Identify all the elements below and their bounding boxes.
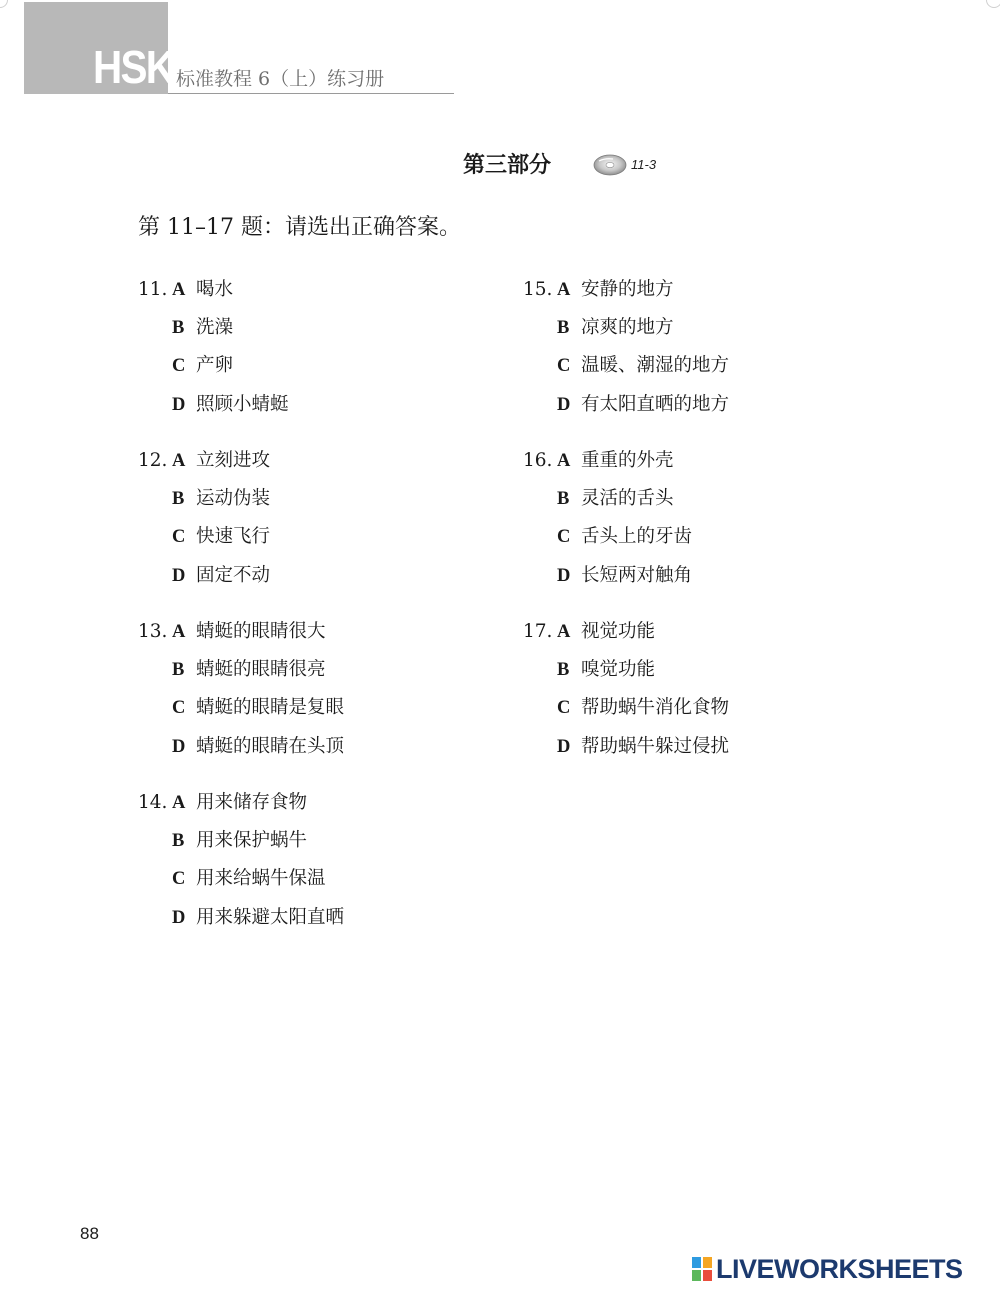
option-letter: C	[172, 356, 186, 377]
option-row[interactable]	[138, 660, 498, 698]
option-letter: B	[172, 318, 185, 339]
brand-name: LIVEWORKSHEETS	[716, 1254, 963, 1284]
option-letter: B	[557, 489, 570, 510]
option-text: 蜻蜓的眼睛很亮	[196, 659, 326, 681]
option-letter: B	[172, 831, 185, 852]
option-row[interactable]	[138, 318, 498, 356]
option-letter: A	[172, 622, 186, 642]
question-number: 12.	[138, 450, 168, 471]
option-text: 运动伪装	[196, 488, 271, 510]
cd-icon[interactable]	[593, 154, 627, 176]
question-15	[523, 280, 883, 433]
option-text: 长短两对触角	[581, 564, 693, 586]
option-letter: D	[172, 565, 186, 586]
option-text: 照顾小蜻蜓	[196, 393, 289, 415]
option-text: 帮助蜗牛消化食物	[581, 697, 730, 719]
option-letter: D	[557, 565, 571, 586]
option-letter: A	[172, 793, 186, 813]
option-row[interactable]	[138, 869, 498, 907]
option-row[interactable]	[138, 489, 498, 527]
header-rule	[168, 93, 454, 94]
option-letter: D	[172, 736, 186, 757]
option-row[interactable]	[138, 451, 498, 489]
option-row[interactable]	[523, 527, 883, 565]
option-text: 舌头上的牙齿	[581, 526, 693, 548]
question-17	[523, 622, 883, 775]
option-text: 蜻蜓的眼睛很大	[196, 621, 326, 642]
option-letter: B	[172, 660, 185, 681]
option-letter: D	[557, 394, 571, 415]
option-row[interactable]	[523, 280, 883, 318]
question-number: 16.	[523, 450, 553, 471]
option-row[interactable]	[138, 737, 498, 775]
option-letter: C	[557, 356, 571, 377]
option-text: 蜻蜓的眼睛在头顶	[196, 735, 345, 757]
question-14	[138, 793, 498, 946]
option-letter: A	[557, 280, 571, 300]
option-letter: B	[557, 660, 570, 681]
option-text: 安静的地方	[581, 279, 674, 300]
option-text: 灵活的舌头	[581, 488, 674, 510]
section-title: 第三部分	[463, 152, 552, 178]
liveworksheets-logo-icon	[692, 1257, 712, 1281]
option-text: 帮助蜗牛躲过侵扰	[581, 735, 730, 757]
option-letter: C	[172, 698, 186, 719]
option-text: 温暖、潮湿的地方	[581, 355, 730, 377]
option-letter: C	[557, 527, 571, 548]
hsk-logo: HSK	[93, 41, 174, 93]
option-text: 用来给蜗牛保温	[196, 868, 326, 890]
option-row[interactable]	[138, 793, 498, 831]
option-row[interactable]	[523, 318, 883, 356]
option-row[interactable]	[138, 527, 498, 565]
option-row[interactable]	[138, 395, 498, 433]
option-text: 嗅觉功能	[581, 659, 656, 681]
option-letter: B	[172, 489, 185, 510]
option-row[interactable]	[523, 356, 883, 394]
option-row[interactable]	[138, 622, 498, 660]
liveworksheets-brand[interactable]	[692, 1255, 992, 1283]
question-number: 15.	[523, 279, 553, 300]
question-number: 14.	[138, 792, 168, 813]
option-row[interactable]	[523, 451, 883, 489]
option-row[interactable]	[138, 831, 498, 869]
question-12	[138, 451, 498, 604]
question-number: 17.	[523, 621, 553, 642]
option-row[interactable]	[138, 356, 498, 394]
option-text: 喝水	[196, 279, 234, 300]
question-11	[138, 280, 498, 433]
option-letter: A	[557, 451, 571, 471]
option-row[interactable]	[138, 908, 498, 946]
option-letter: A	[557, 622, 571, 642]
option-letter: C	[172, 527, 186, 548]
instruction-text: 第 11–17 题：请选出正确答案。	[138, 215, 461, 240]
option-text: 用来躲避太阳直晒	[196, 906, 345, 928]
corner-mark	[986, 0, 1000, 8]
option-text: 洗澡	[196, 317, 234, 339]
option-letter: B	[557, 318, 570, 339]
corner-mark	[0, 0, 8, 8]
audio-track-label: 11-3	[631, 157, 657, 172]
option-row[interactable]	[138, 698, 498, 736]
option-letter: A	[172, 451, 186, 471]
option-text: 固定不动	[196, 564, 271, 586]
option-text: 用来保护蜗牛	[196, 830, 308, 852]
option-row[interactable]	[523, 566, 883, 604]
option-row[interactable]	[523, 660, 883, 698]
option-text: 凉爽的地方	[581, 317, 674, 339]
option-letter: C	[557, 698, 571, 719]
question-13	[138, 622, 498, 775]
option-letter: C	[172, 869, 186, 890]
option-text: 产卵	[196, 355, 234, 377]
question-number: 11.	[138, 279, 168, 300]
option-letter: D	[172, 394, 186, 415]
option-text: 重重的外壳	[581, 450, 674, 471]
book-title: 标准教程 6（上）练习册	[176, 68, 385, 90]
option-row[interactable]	[138, 280, 498, 318]
option-row[interactable]	[523, 395, 883, 433]
option-row[interactable]	[138, 566, 498, 604]
option-text: 用来储存食物	[196, 792, 308, 813]
option-row[interactable]	[523, 698, 883, 736]
option-text: 快速飞行	[196, 526, 271, 548]
option-letter: D	[172, 907, 186, 928]
option-row[interactable]	[523, 489, 883, 527]
page-number: 88	[80, 1224, 99, 1243]
option-text: 视觉功能	[581, 621, 656, 642]
question-number: 13.	[138, 621, 168, 642]
option-text: 有太阳直晒的地方	[581, 393, 730, 415]
option-row[interactable]	[523, 737, 883, 775]
question-16	[523, 451, 883, 604]
option-row[interactable]	[523, 622, 883, 660]
option-letter: A	[172, 280, 186, 300]
option-text: 蜻蜓的眼睛是复眼	[196, 697, 345, 719]
option-letter: D	[557, 736, 571, 757]
option-text: 立刻进攻	[196, 450, 271, 471]
